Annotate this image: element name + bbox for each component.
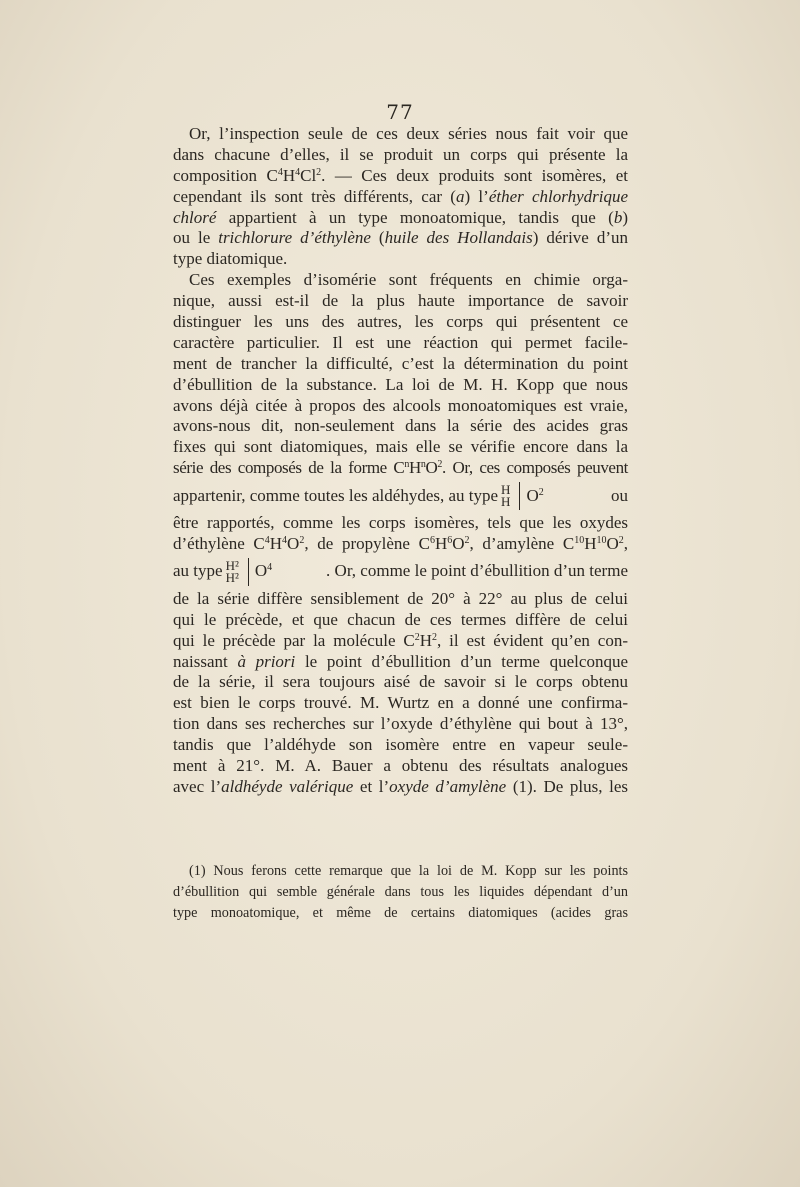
text-line: d’ébullition de la substance. La loi de M. H. Kopp que nous [173,374,628,394]
footnote [173,860,628,923]
text-line: tion dans ses recherches sur l’oxyde d’éthylène qui bout à 13°, [173,714,628,734]
type-bar [519,482,520,510]
text-line: de la série, il sera toujours aisé de savoir si le corps obtenu [173,672,628,692]
text-line: qui le précède, et que chacun de ces termes diffère de celui [173,609,628,629]
type-formula-line: appartenir, comme toutes les aldéhydes, au type H H $O^2$ ou [173,482,628,510]
text-line: qui le précède par la molécule $C^2H^2$, il est évident qu’en con- [173,630,628,650]
text-line: avons-nous dit, non-seulement dans la série des acides gras [173,416,628,436]
type-fraction: H H [501,482,511,510]
type-bar [248,558,249,586]
text-line: fixes qui sont diatomiques, mais elle se vérifie encore dans la [173,437,628,457]
footnote-line: (1) Nous ferons cette remarque que la loi de M. Kopp sur les points [189,863,628,879]
footnote-line: d’ébullition qui semble générale dans tous les liquides dépendant d’un [173,883,628,900]
text-line: chloré appartient à un type monoatomique, tandis que (b) [173,207,628,227]
text-line: caractère particulier. Il est une réaction qui permet facile- [173,332,628,352]
text-line: Or, l’inspection seule de ces deux séries nous fait voir que [189,124,628,143]
main-text [173,124,628,798]
page-number: 77 [386,100,414,124]
text-line: être rapportés, comme les corps isomères, tels que les oxydes [173,513,628,533]
text-line: ment de trancher la difficulté, c’est la détermination du point [173,353,628,373]
text-line: nique, aussi est-il de la plus haute importance de savoir [173,291,628,311]
text-line: tandis que l’aldéhyde son isomère entre en vapeur seule- [173,735,628,755]
text-line: avec l’aldhéyde valérique et l’oxyde d’amylène (1). De plus, les [173,776,629,796]
type-formula-line: au type H² H² $O^4$ . Or, comme le point d’ébullition d’un terme [173,557,628,585]
text-line: naissant à priori le point d’ébullition d’un terme quelconque [173,651,628,671]
text-line: est bien le corps trouvé. M. Wurtz en a donné une confirma- [173,693,628,713]
text-line: type diatomique. [173,249,288,269]
text-line: ment à 21°. M. A. Bauer a obtenu des résultats analogues [173,756,628,776]
text-line: dans chacune d’elles, il se produit un corps qui présente la [173,144,628,164]
text-line: distinguer les uns des autres, les corps qui présentent ce [173,312,628,332]
text-line: d’éthylène $C^4H^4O^2$, de propylène $C^6H^6O^2$, d’amylène $C^{10}H^{10}O^2$, [173,534,628,554]
text-line: composition $C^4H^4Cl^2$. — Ces deux produits sont isomères, et [173,165,628,185]
footnote-line: type monoatomique, et même de certains diatomiques (acides gras [173,904,628,921]
text-line: Ces exemples d’isomérie sont fréquents en chimie orga- [189,270,628,290]
text-line: ou le trichlorure d’éthylène (huile des Hollandais) dérive d’un [173,228,628,248]
text-line: de la série diffère sensiblement de 20° à 22° au plus de celui [173,588,628,608]
text-line: série des composés de la forme $C^nH^nO^2$. Or, ces composés peuvent [173,458,628,478]
text-line: cependant ils sont très différents, car (a) l’éther chlorhydrique [173,186,629,206]
text-line: avons déjà citée à propos des alcools monoatomiques est vraie, [173,395,628,415]
type-fraction: H² H² [225,557,239,585]
